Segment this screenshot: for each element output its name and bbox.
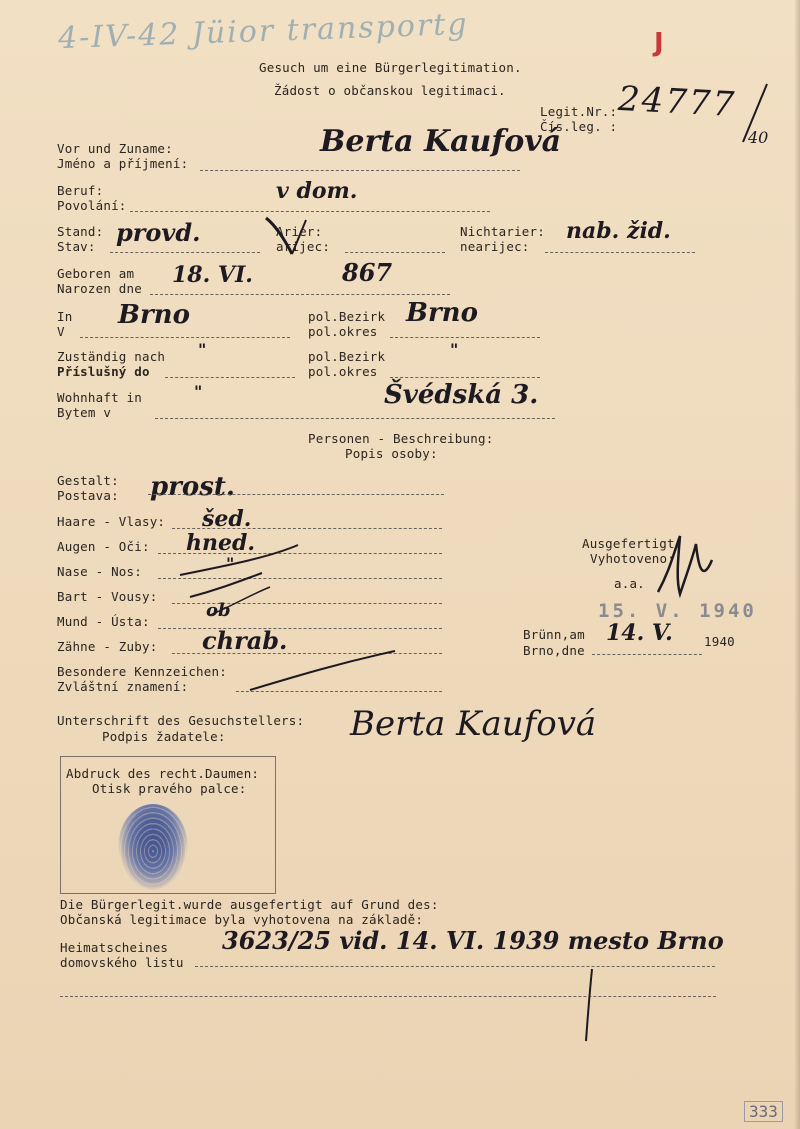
zustandig-value: " [198, 340, 207, 359]
geboren-line [150, 294, 450, 295]
arier-cross-mark [262, 214, 310, 264]
legit-suffix: 40 [748, 128, 769, 147]
wohnhaft-value: " [194, 382, 203, 401]
footer-value: 3623/25 vid. 14. VI. 1939 mesto Brno [222, 926, 724, 955]
wohnhaft-label-cz: Bytem v [57, 405, 112, 420]
wohnhaft-line [155, 418, 555, 419]
mund-value: ob [206, 600, 231, 621]
issue-stamp-date: 15. V. 1940 [598, 600, 757, 622]
gestalt-label-de: Gestalt: [57, 473, 119, 488]
paper-edge-shadow [794, 0, 800, 1129]
beruf-line [130, 211, 490, 212]
zahne-label: Zähne - Zuby: [57, 639, 158, 654]
arier-label-de: Arier: [276, 224, 323, 239]
in-label-de: In [57, 309, 73, 324]
zustandig-bezirk-value: " [450, 340, 459, 359]
legit-number: 24777 [617, 78, 738, 126]
zahne-value: chrab. [202, 626, 288, 655]
footer-line-cz: Občanská legitimace byla vyhotovena na základě: [60, 912, 424, 927]
in-bezirk-de: pol.Bezirk [308, 309, 386, 324]
haare-label: Haare - Vlasy: [57, 514, 166, 529]
zustandig-line [165, 377, 295, 378]
issue-place-de: Brünn,am [523, 627, 585, 642]
issue-year: 1940 [704, 634, 735, 649]
nichtarier-line [545, 252, 695, 253]
stand-value: provd. [116, 218, 201, 247]
gestalt-line [148, 494, 444, 495]
arier-label-cz: arijec: [276, 239, 331, 254]
issue-aa: a.a. [614, 576, 645, 591]
gestalt-label-cz: Postava: [57, 488, 119, 503]
haare-line [172, 528, 442, 529]
nichtarier-label-cz: nearijec: [460, 239, 530, 254]
footer-label-cz: domovského listu [60, 955, 184, 970]
bart-label: Bart - Vousy: [57, 589, 158, 604]
issue-label-cz: Vyhotoveno: [590, 551, 675, 566]
geboren-date: 18. VI. [172, 262, 253, 288]
stand-label-cz: Stav: [57, 239, 96, 254]
header-title-cz: Žádost o občanskou legitimaci. [274, 83, 506, 98]
legit-label-de: Legit.Nr.: [540, 104, 618, 119]
augen-value: hned. [186, 530, 256, 556]
kennzeichen-label-cz: Zvláštní znamení: [57, 679, 189, 694]
signature-value: Berta Kaufová [350, 704, 597, 744]
description-title-cz: Popis osoby: [345, 446, 438, 461]
gestalt-value: prost. [150, 472, 235, 502]
zustandig-label-cz: Příslušný do [57, 364, 150, 379]
geboren-label-de: Geboren am [57, 266, 135, 281]
beruf-value: v dom. [276, 178, 358, 204]
name-label-de: Vor und Zuname: [57, 141, 173, 156]
beruf-label-de: Beruf: [57, 183, 104, 198]
in-value: Brno [118, 300, 190, 330]
geboren-year: 867 [342, 258, 393, 287]
augen-label: Augen - Oči: [57, 539, 150, 554]
in-line [80, 337, 290, 338]
issue-date-hand: 14. V. [606, 620, 673, 646]
thumbprint [118, 804, 188, 890]
zustandig-bezirk-line [390, 377, 540, 378]
footer-pen-stroke [580, 965, 600, 1045]
footer-label-de: Heimatscheines [60, 940, 169, 955]
red-mark: J [654, 28, 664, 58]
geboren-label-cz: Narozen dne [57, 281, 142, 296]
nase-label: Nase - Nos: [57, 564, 142, 579]
in-label-cz: V [57, 324, 65, 339]
issue-place-cz: Brno,dne [523, 643, 585, 658]
description-strike-marks [170, 535, 410, 705]
zustandig-label-de: Zuständig nach [57, 349, 166, 364]
name-value: Berta Kaufová [320, 124, 562, 159]
thumb-label-cz: Otisk pravého palce: [92, 781, 247, 796]
kennzeichen-label-de: Besondere Kennzeichen: [57, 664, 227, 679]
zustandig-bezirk-cz: pol.okres [308, 364, 378, 379]
beruf-label-cz: Povolání: [57, 198, 127, 213]
kennzeichen-line [236, 691, 442, 692]
pencil-note: 4-IV-42 Jüior transportg [57, 6, 470, 57]
issue-label-de: Ausgefertigt: [582, 536, 683, 551]
thumb-label-de: Abdruck des recht.Daumen: [66, 766, 260, 781]
issue-date-line [592, 654, 702, 655]
footer-value-line [195, 966, 715, 967]
footer-line-de: Die Bürgerlegit.wurde ausgefertigt auf Grund des: [60, 897, 439, 912]
wohnhaft-street: Švédská 3. [384, 380, 539, 410]
page-number: 333 [744, 1101, 783, 1122]
stand-label-de: Stand: [57, 224, 104, 239]
signature-label-de: Unterschrift des Gesuchstellers: [57, 713, 305, 728]
name-line [200, 170, 520, 171]
mund-label: Mund - Ústa: [57, 614, 150, 629]
legit-label-cz: Čís.leg. : [540, 119, 618, 134]
arier-line [345, 252, 445, 253]
wohnhaft-label-de: Wohnhaft in [57, 390, 142, 405]
haare-value: šed. [202, 506, 252, 532]
issue-signature-mark [650, 530, 720, 600]
nase-value: " [226, 554, 235, 573]
signature-label-cz: Podpis žadatele: [102, 729, 226, 744]
nichtarier-label-de: Nichtarier: [460, 224, 545, 239]
in-bezirk-value: Brno [406, 298, 478, 328]
footer-blank-line [60, 996, 716, 997]
zustandig-bezirk-de: pol.Bezirk [308, 349, 386, 364]
nichtarier-value: nab. žid. [566, 218, 671, 244]
name-label-cz: Jméno a příjmení: [57, 156, 189, 171]
header-title-de: Gesuch um eine Bürgerlegitimation. [259, 60, 522, 75]
in-bezirk-cz: pol.okres [308, 324, 378, 339]
in-bezirk-line [390, 337, 540, 338]
stand-line [110, 252, 260, 253]
description-title-de: Personen - Beschreibung: [308, 431, 494, 446]
